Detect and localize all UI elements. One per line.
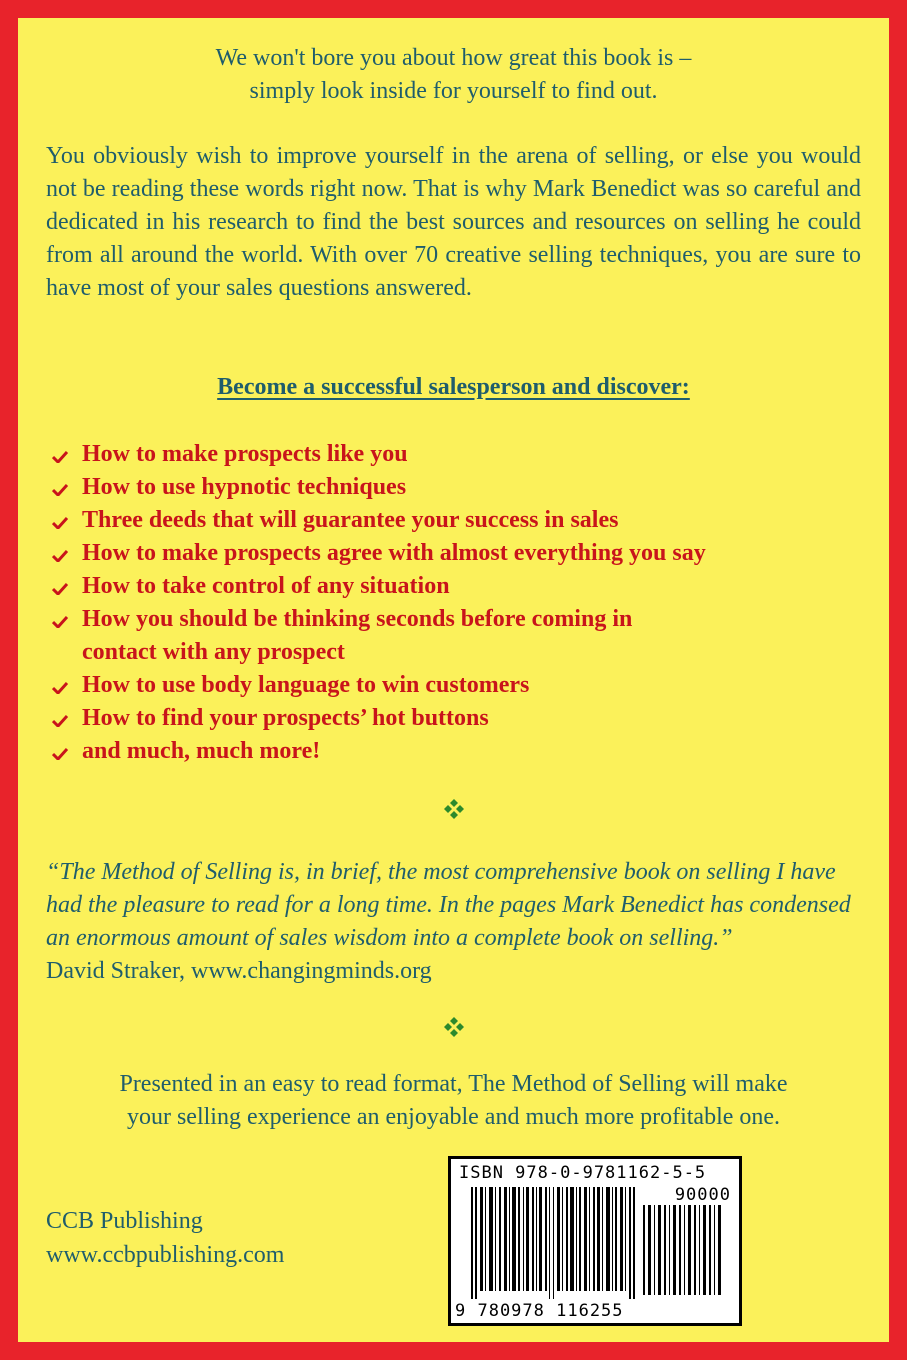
feature-item: and much, much more! bbox=[50, 735, 860, 768]
feature-item: How to find your prospects’ hot buttons bbox=[50, 702, 860, 735]
feature-item: How to make prospects agree with almost everything you say bbox=[50, 537, 860, 570]
publisher-name: CCB Publishing bbox=[46, 1208, 203, 1234]
closing-line-1: Presented in an easy to read format, The Method of Selling will make bbox=[119, 1071, 788, 1097]
diamond-ornament-icon bbox=[18, 798, 889, 826]
check-icon bbox=[50, 669, 70, 702]
price-code: 90000 bbox=[674, 1185, 731, 1205]
check-icon bbox=[50, 702, 70, 735]
intro-line-2: simply look inside for yourself to find out. bbox=[249, 78, 658, 104]
feature-item: How you should be thinking seconds before coming in contact with any prospect bbox=[50, 603, 642, 669]
closing-line-2: your selling experience an enjoyable and much more profitable one. bbox=[126, 1104, 781, 1130]
addon-bars bbox=[641, 1205, 731, 1295]
discover-heading: Become a successful salesperson and discover: bbox=[217, 374, 690, 400]
intro-line-1: We won't bore you about how great this book is – bbox=[215, 45, 692, 71]
feature-item: Three deeds that will guarantee your success in sales bbox=[50, 504, 860, 537]
feature-item: How to take control of any situation bbox=[50, 570, 860, 603]
check-icon bbox=[50, 603, 70, 636]
check-icon bbox=[50, 537, 70, 570]
testimonial-attribution: David Straker, www.changingminds.org bbox=[46, 958, 432, 984]
publisher-info bbox=[46, 1204, 284, 1272]
check-icon bbox=[50, 438, 70, 471]
testimonial bbox=[46, 856, 861, 988]
isbn-number: ISBN 978-0-9781162-5-5 bbox=[459, 1163, 707, 1183]
ean-number: 9 780978 116255 bbox=[455, 1301, 624, 1321]
check-icon bbox=[50, 504, 70, 537]
feature-item: How to use body language to win customers bbox=[50, 669, 860, 702]
back-cover bbox=[18, 18, 889, 1342]
check-icon bbox=[50, 471, 70, 504]
check-icon bbox=[50, 570, 70, 603]
isbn-barcode bbox=[448, 1156, 742, 1326]
feature-item: How to make prospects like you bbox=[50, 438, 860, 471]
feature-list bbox=[50, 438, 860, 768]
feature-item: How to use hypnotic techniques bbox=[50, 471, 860, 504]
closing-text bbox=[18, 1068, 889, 1134]
ean-bars bbox=[471, 1187, 641, 1299]
body-paragraph: You obviously wish to improve yourself in the arena of selling, or else you would not be reading these words right now. That is why Mark Benedict was so careful and dedicated in his research to find the best sources and resources on selling he could from all around the world. With over 70 creative selling techniques, you are sure to have most of your sales questions answered. bbox=[46, 143, 861, 301]
testimonial-quote: “The Method of Selling is, in brief, the most comprehensive book on selling I have had the pleasure to read for a long time. In the pages Mark Benedict has condensed an enormous amount of sales wisdom into a complete book on selling.” bbox=[46, 859, 851, 951]
check-icon bbox=[50, 735, 70, 768]
intro-text bbox=[18, 42, 889, 108]
diamond-ornament-icon bbox=[18, 1016, 889, 1044]
publisher-url: www.ccbpublishing.com bbox=[46, 1242, 285, 1268]
